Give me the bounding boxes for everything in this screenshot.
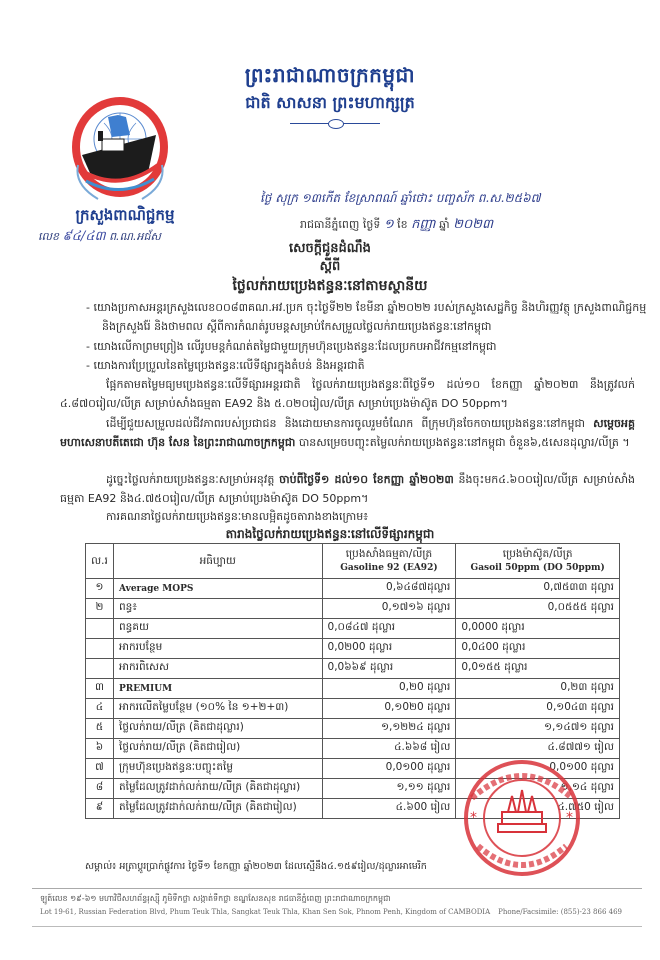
gasoil-value: ១,១៤៧១ ដុល្លារ <box>456 719 620 739</box>
lunar-date: ថ្ងៃ សុក្រ ១៣កើត ខែស្រាពណ៍ ឆ្នាំថោះ បញ្ចស័ក ព.ស.២៥៦៧ <box>260 191 541 205</box>
ref-number-handwritten: ៩៤/៤៣ <box>62 229 106 244</box>
notice-subject-label: ស្តីពី <box>319 259 341 274</box>
table-row <box>86 699 620 719</box>
row-number: ៦ <box>86 739 114 759</box>
gasoline-value: ១,១១ ដុល្លារ <box>322 779 456 799</box>
solar-day: ១ <box>383 217 394 232</box>
solar-month: កញ្ញា <box>411 217 436 232</box>
header-no: ល.រ <box>86 544 114 579</box>
notice-subject: ថ្លៃលក់រាយប្រេងឥន្ធនៈនៅតាមស្ថានីយ <box>232 278 428 294</box>
table-row <box>86 639 620 659</box>
row-description: ថ្លៃលក់រាយ/លីត្រ (គិតជារៀល) <box>113 739 322 759</box>
solar-month-label: ខែ <box>397 218 408 231</box>
header-gasoil <box>456 544 620 579</box>
reference-bullet: - យោងការប្រែប្រួលនៃតម្លៃប្រេងឥន្ធនៈលើទីផ្សារក្នុងតំបន់ និងអន្តរជាតិ <box>86 359 365 372</box>
solar-year: ២០២៣ <box>453 217 494 232</box>
row-number: ៣ <box>86 679 114 699</box>
paragraph-final-price-text-end: នឹងចុះមក៤.៦០០រៀល/លីត្រ សម្រាប់សាំងធម្មតា EA92 និង៤.៧៥០រៀល/លីត្រ សម្រាប់ប្រេងម៉ាស៊ូត DO 50ppm។ <box>60 473 636 505</box>
footer-address-kh <box>40 893 640 905</box>
row-number <box>86 639 114 659</box>
row-number: ៥ <box>86 719 114 739</box>
paragraph-final-price-text: ដូច្នេះថ្លៃលក់រាយប្រេងឥន្ធនៈសម្រាប់អនុវត្ត <box>106 473 275 486</box>
gasoline-value: ១,១២២៤ ដុល្លារ <box>322 719 456 739</box>
header-gasoil-kh: ប្រេងម៉ាស៊ូត/លីត្រ <box>502 548 573 560</box>
table-row <box>86 619 620 639</box>
footer-address-en <box>40 908 640 916</box>
table-row <box>86 719 620 739</box>
row-description: ថ្លៃលក់រាយ/លីត្រ (គិតជាដុល្លារ) <box>113 719 322 739</box>
header-gasoline <box>322 544 456 579</box>
footer-divider-top <box>32 888 642 889</box>
row-number <box>86 659 114 679</box>
gasoil-value: 0,0៤00 ដុល្លារ <box>456 639 620 659</box>
paragraph-final-price-period: ចាប់ពីថ្ងៃទី១ ដល់១០ ខែកញ្ញា ឆ្នាំ២០២៣ <box>279 473 454 486</box>
ministry-name: ក្រសួងពាណិជ្ជកម្ម <box>75 206 175 224</box>
gasoline-value: ៤.៦00 រៀល <box>322 799 456 819</box>
row-description: តម្លៃដែលត្រូវដាក់លក់រាយ/លីត្រ (គិតជាដុល្លារ) <box>113 779 322 799</box>
gasoil-value: 0,0១៥៥ ដុល្លារ <box>456 659 620 679</box>
gasoil-value: ៤.៧៥0 រៀល <box>456 799 620 819</box>
reference-bullet: - យោងលើកាព្រមព្រៀង លើរូបមន្តកំណត់តម្លៃជាមួយក្រុមហ៊ុនប្រេងឥន្ធនៈដែលប្រកបអាជីវកម្មនៅកម្ពុជា <box>86 340 497 353</box>
gasoline-value: 0,១៧១៦ ដុល្លារ <box>322 599 456 619</box>
paragraph-discount-text: ដើម្បីជួយសម្រួលដល់ជីវភាពរបស់ប្រជាជន និងដោយមានការចូលរួមចំណែក ពីក្រុមហ៊ុនចែកចាយប្រេងឥន្ធនៈនៅកម្ពុជា <box>106 417 585 430</box>
gasoline-value: 0,២0 ដុល្លារ <box>322 679 456 699</box>
notice-title: សេចក្តីជូនដំណឹង <box>289 241 371 256</box>
paragraph-discount <box>60 414 635 452</box>
row-description: អាករលើតម្លៃបន្ថែម (១០% នៃ ១+២+៣) <box>113 699 322 719</box>
ministry-logo-icon <box>68 95 172 205</box>
gasoil-value: 0,៧៥៣៣ ដុល្លារ <box>456 579 620 599</box>
table-row <box>86 599 620 619</box>
footer-address-kh-text: ឡូត៍លេខ ១៩-៦១ មហាវិថីសហព័ន្ធរុស្ស៊ី ភូមិទឹកថ្លា សង្កាត់ទឹកថ្លា ខណ្ឌសែនសុខ រាជធានីភ្នំពេញ ព្រះរាជាណាចក្រកម្ពុជា <box>40 894 391 903</box>
paragraph-table-intro: ការគណនាថ្លៃលក់រាយប្រេងឥន្ធនៈមានលម្អិតដូចតារាងខាងក្រោម៖ <box>106 510 369 523</box>
gasoil-value: 0,0១00 ដុល្លារ <box>456 759 620 779</box>
footer-address-en-text: Lot 19-61, Russian Federation Blvd, Phum Teuk Thla, Sangkat Teuk Thla, Khan Sen Sok, Phnom Penh, Kingdom of CAMBODIA <box>40 908 491 916</box>
row-number: ៨ <box>86 779 114 799</box>
svg-text:*: * <box>566 810 573 826</box>
gasoline-value: ៤.៦៦៨ រៀល <box>322 739 456 759</box>
table-row <box>86 679 620 699</box>
gasoil-value: 0,០៥៥៥ ដុល្លារ <box>456 599 620 619</box>
table-row <box>86 579 620 599</box>
gasoline-value: 0,0២00 ដុល្លារ <box>322 639 456 659</box>
gasoil-value: 0,១0៤៣ ដុល្លារ <box>456 699 620 719</box>
official-seal-icon <box>462 758 582 878</box>
paragraph-discount-text-end: បានសម្រេចបញ្ចុះតម្លៃលក់រាយប្រេងឥន្ធនៈនៅកម្ពុជា ចំនួន៦,៥សេនដុល្លារ/លីត្រ ។ <box>298 436 630 449</box>
footer-phone-en: Phone/Facsimile: (855)-23 866 469 <box>498 908 622 916</box>
header-description: អធិប្បាយ <box>113 544 322 579</box>
row-description: តម្លៃដែលត្រូវដាក់លក់រាយ/លីត្រ (គិតជារៀល) <box>113 799 322 819</box>
gasoline-value: 0,០៨៤៧ ដុល្លារ <box>322 619 456 639</box>
paragraph-final-price <box>60 470 635 508</box>
reference-bullet: - យោងប្រកាសអន្តរក្រសួងលេខ០០៨៣គណ.អវ.ប្រក ចុះថ្ងៃទី២២ ខែមីនា ឆ្នាំ២០២២ របស់ក្រសួងសេដ្ឋកិច្ច និងហិរញ្ញវត្ថុ ក្រសួងពាណិជ្ជកម្ម និងក្រសួងរ៉ែ និងថាមពល ស្តីពីការកំណត់រូបមន្តសម្រាប់កែសម្រួលថ្លៃលក់រាយប្រេងឥន្ធនៈនៅកម្ពុជា <box>86 301 647 333</box>
gasoline-value: 0,១0២0 ដុល្លារ <box>322 699 456 719</box>
paragraph-discount-authority: សម្តេចអគ្គមហាសេនាបតីតេជោ ហ៊ុន សែន នៃព្រះរាជាណាចក្រកម្ពុជា <box>60 417 635 449</box>
table-header-row <box>86 544 620 579</box>
solar-date <box>300 216 600 235</box>
header-gasoil-en: Gasoil 50ppm (DO 50ppm) <box>470 563 605 573</box>
row-description: PREMIUM <box>113 679 322 699</box>
row-description: Average MOPS <box>113 579 322 599</box>
gasoil-value: ៤.៨៧៧១ រៀល <box>456 739 620 759</box>
solar-year-label: ឆ្នាំ <box>439 218 450 231</box>
row-description: ពន្ធ៖ <box>113 599 322 619</box>
gasoil-value: ១,១៤ ដុល្លារ <box>456 779 620 799</box>
gasoline-value: 0,0១00 ដុល្លារ <box>322 759 456 779</box>
row-number <box>86 619 114 639</box>
row-description: ក្រុមហ៊ុនប្រេងឥន្ធនៈបញ្ចុះតម្លៃ <box>113 759 322 779</box>
price-table-title: តារាងថ្លៃលក់រាយប្រេងឥន្ធនៈនៅលើទីផ្សារកម្ពុជា <box>225 527 435 541</box>
svg-text:*: * <box>470 810 477 826</box>
solar-date-prefix: រាជធានីភ្នំពេញ ថ្ងៃទី <box>300 218 381 231</box>
row-description: អាករពិសេស <box>113 659 322 679</box>
ref-suffix: ព.ណ.អជ័ស <box>109 230 161 243</box>
gasoline-value: 0,0៦៦៩ ដុល្លារ <box>322 659 456 679</box>
header-ornament-divider <box>290 118 380 128</box>
ref-prefix: លេខ <box>38 230 59 243</box>
row-description: ពន្ធគយ <box>113 619 322 639</box>
gasoil-value: 0,0000 ដុល្លារ <box>456 619 620 639</box>
gasoline-value: 0,៦៤៨៧ដុល្លារ <box>322 579 456 599</box>
row-number: ២ <box>86 599 114 619</box>
row-number: ៧ <box>86 759 114 779</box>
exchange-rate-footnote: សម្គាល់៖ អត្រាប្តូរប្រាក់ផ្លូវការ ថ្ងៃទី១ ខែកញ្ញា ឆ្នាំ២០២៣ ដែលស្មើនឹង៤.១៥៩រៀល/ដុល្លារអាមេរិក <box>85 861 427 872</box>
footer-divider-bottom <box>32 926 642 927</box>
row-number: ១ <box>86 579 114 599</box>
table-row <box>86 659 620 679</box>
paragraph-market-price: ផ្អែកតាមតម្លៃមធ្យមប្រេងឥន្ធនៈលើទីផ្សារអន្តរជាតិ ថ្លៃលក់រាយប្រេងឥន្ធនៈពីថ្ងៃទី១ ដល់១០ ខែកញ្ញា ឆ្នាំ២០២៣ នឹងត្រូវលក់ ៤.៨៧០រៀល/លីត្រ សម្រាប់សាំងធម្មតា EA92 និង ៥.០២០រៀល/លីត្រ សម្រាប់ប្រេងម៉ាស៊ូត DO 50ppm។ <box>60 378 635 410</box>
row-description: អាករបន្ថែម <box>113 639 322 659</box>
row-number: ៩ <box>86 799 114 819</box>
gasoil-value: 0,២៣ ដុល្លារ <box>456 679 620 699</box>
national-motto: ជាតិ សាសនា ព្រះមហាក្សត្រ <box>245 93 415 112</box>
table-row <box>86 739 620 759</box>
row-number: ៤ <box>86 699 114 719</box>
header-gasoline-kh: ប្រេងសាំងធម្មតា/លីត្រ <box>345 548 433 560</box>
header-gasoline-en: Gasoline 92 (EA92) <box>340 563 438 573</box>
kingdom-heading: ព្រះរាជាណាចក្រកម្ពុជា <box>244 63 416 87</box>
